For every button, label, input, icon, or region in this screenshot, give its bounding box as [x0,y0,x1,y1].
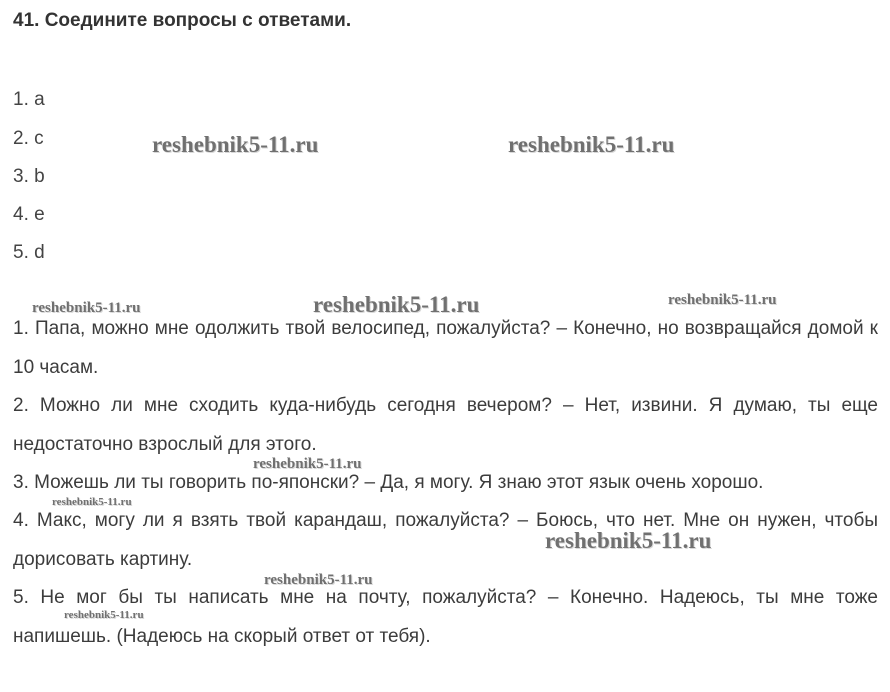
watermark: reshebnik5-11.ru [152,132,319,157]
answer-4: 4. e [13,204,45,225]
watermark: reshebnik5-11.ru [508,132,675,157]
dialogue-1: 1. Папа, можно мне одолжить твой велосипед, пожалуйста? – Конечно, но возвращайся домой к 10 часам. [13,318,878,378]
watermark: reshebnik5-11.ru [253,456,362,472]
watermark: reshebnik5-11.ru [545,528,712,553]
answer-5: 5. d [13,242,45,263]
answer-1: 1. a [13,89,45,110]
dialogue-5: 5. Не мог бы ты написать мне на почту, пожалуйста? – Конечно. Надеюсь, ты мне тоже напишешь. (Надеюсь на скорый ответ от тебя). [13,587,878,647]
watermark: reshebnik5-11.ru [64,609,144,621]
watermark: reshebnik5-11.ru [264,572,373,588]
dialogue-3: 3. Можешь ли ты говорить по-японски? – Да, я могу. Я знаю этот язык очень хорошо. [13,472,764,493]
answer-3: 3. b [13,166,45,187]
watermark: reshebnik5-11.ru [32,300,141,316]
watermark: reshebnik5-11.ru [668,292,777,308]
watermark: reshebnik5-11.ru [313,292,480,317]
dialogue-4: 4. Макс, могу ли я взять твой карандаш, пожалуйста? – Боюсь, что нет. Мне он нужен, чтобы дорисовать картину. [13,510,878,570]
answer-2: 2. c [13,128,44,149]
exercise-title: 41. Соедините вопросы с ответами. [13,10,352,31]
dialogue-2: 2. Можно ли мне сходить куда-нибудь сегодня вечером? – Нет, извини. Я думаю, ты еще недостаточно взрослый для этого. [13,395,878,455]
watermark: reshebnik5-11.ru [52,496,132,508]
